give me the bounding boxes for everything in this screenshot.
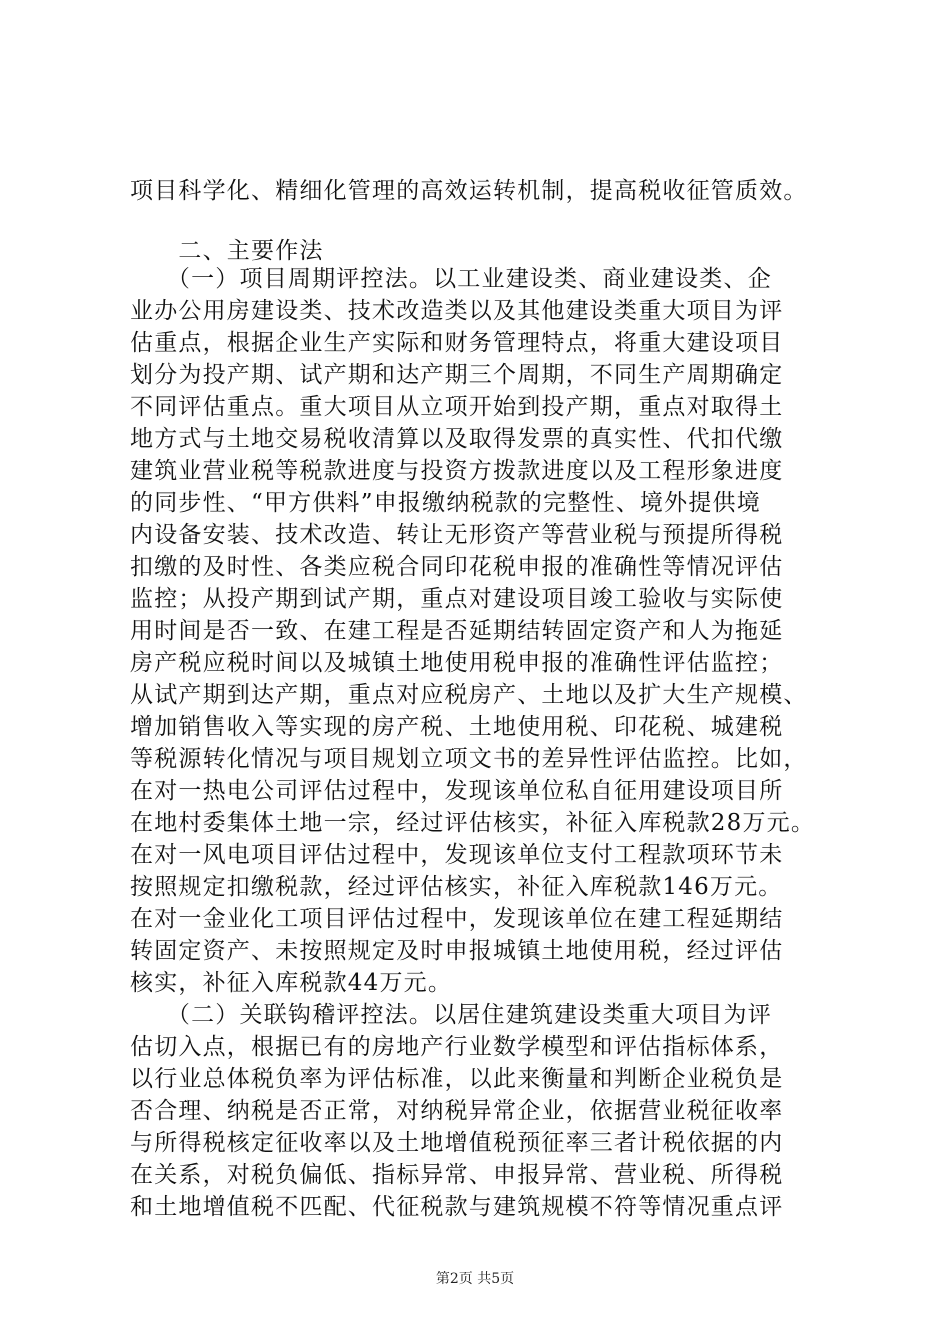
text-line: 从试产期到达产期，重点对应税房产、土地以及扩大生产规模、: [130, 682, 808, 708]
text-line: 在地村委集体土地一宗，经过评估核实，补征入库税款28万元。: [130, 810, 816, 836]
text-line: 地方式与土地交易税收清算以及取得发票的真实性、代扣代缴: [130, 426, 784, 452]
text-line: 等税源转化情况与项目规划立项文书的差异性评估监控。比如，: [130, 746, 808, 772]
text-line: 转固定资产、未按照规定及时申报城镇土地使用税，经过评估: [130, 938, 784, 964]
text-line: 内设备安装、技术改造、转让无形资产等营业税与预提所得税: [130, 522, 784, 548]
text-line: （一）项目周期评控法。以工业建设类、商业建设类、企: [130, 266, 772, 292]
text-line: 在对一热电公司评估过程中，发现该单位私自征用建设项目所: [130, 778, 784, 804]
page-number: 第2页 共5页: [435, 1271, 515, 1287]
text-line: 和土地增值税不匹配、代征税款与建筑规模不符等情况重点评: [130, 1194, 784, 1220]
text-line: 建筑业营业税等税款进度与投资方拨款进度以及工程形象进度: [130, 458, 784, 484]
text-line: 不同评估重点。重大项目从立项开始到投产期，重点对取得土: [130, 394, 784, 420]
text-line: 在关系，对税负偏低、指标异常、申报异常、营业税、所得税: [130, 1162, 784, 1188]
text-line: 扣缴的及时性、各类应税合同印花税申报的准确性等情况评估: [130, 554, 784, 580]
text-line: 业办公用房建设类、技术改造类以及其他建设类重大项目为评: [130, 298, 784, 324]
section-heading: 二、主要作法: [130, 238, 324, 264]
text-line: 核实，补征入库税款44万元。: [130, 970, 453, 996]
text-line: 以行业总体税负率为评估标准，以此来衡量和判断企业税负是: [130, 1066, 784, 1092]
text-line: 的同步性、“甲方供料”申报缴纳税款的完整性、境外提供境: [130, 490, 761, 516]
text-line: 监控；从投产期到试产期，重点对建设项目竣工验收与实际使: [130, 586, 784, 612]
text-line: 否合理、纳税是否正常，对纳税异常企业，依据营业税征收率: [130, 1098, 784, 1124]
text-line: 与所得税核定征收率以及土地增值税预征率三者计税依据的内: [130, 1130, 784, 1156]
text-line: 用时间是否一致、在建工程是否延期结转固定资产和人为拖延: [130, 618, 784, 644]
text-line: 估重点，根据企业生产实际和财务管理特点，将重大建设项目: [130, 330, 784, 356]
text-line: 房产税应税时间以及城镇土地使用税申报的准确性评估监控；: [130, 650, 784, 676]
text-line: 估切入点，根据已有的房地产行业数学模型和评估指标体系，: [130, 1034, 784, 1060]
text-line: 在对一金业化工项目评估过程中，发现该单位在建工程延期结: [130, 906, 784, 932]
text-line: （二）关联钩稽评控法。以居住建筑建设类重大项目为评: [130, 1002, 772, 1028]
text-line: 在对一风电项目评估过程中，发现该单位支付工程款项环节未: [130, 842, 784, 868]
text-line: 划分为投产期、试产期和达产期三个周期，不同生产周期确定: [130, 362, 784, 388]
text-line: 按照规定扣缴税款，经过评估核实，补征入库税款146万元。: [130, 874, 783, 900]
text-line: 增加销售收入等实现的房产税、土地使用税、印花税、城建税: [130, 714, 784, 740]
text-line: 项目科学化、精细化管理的高效运转机制，提高税收征管质效。: [130, 178, 808, 204]
